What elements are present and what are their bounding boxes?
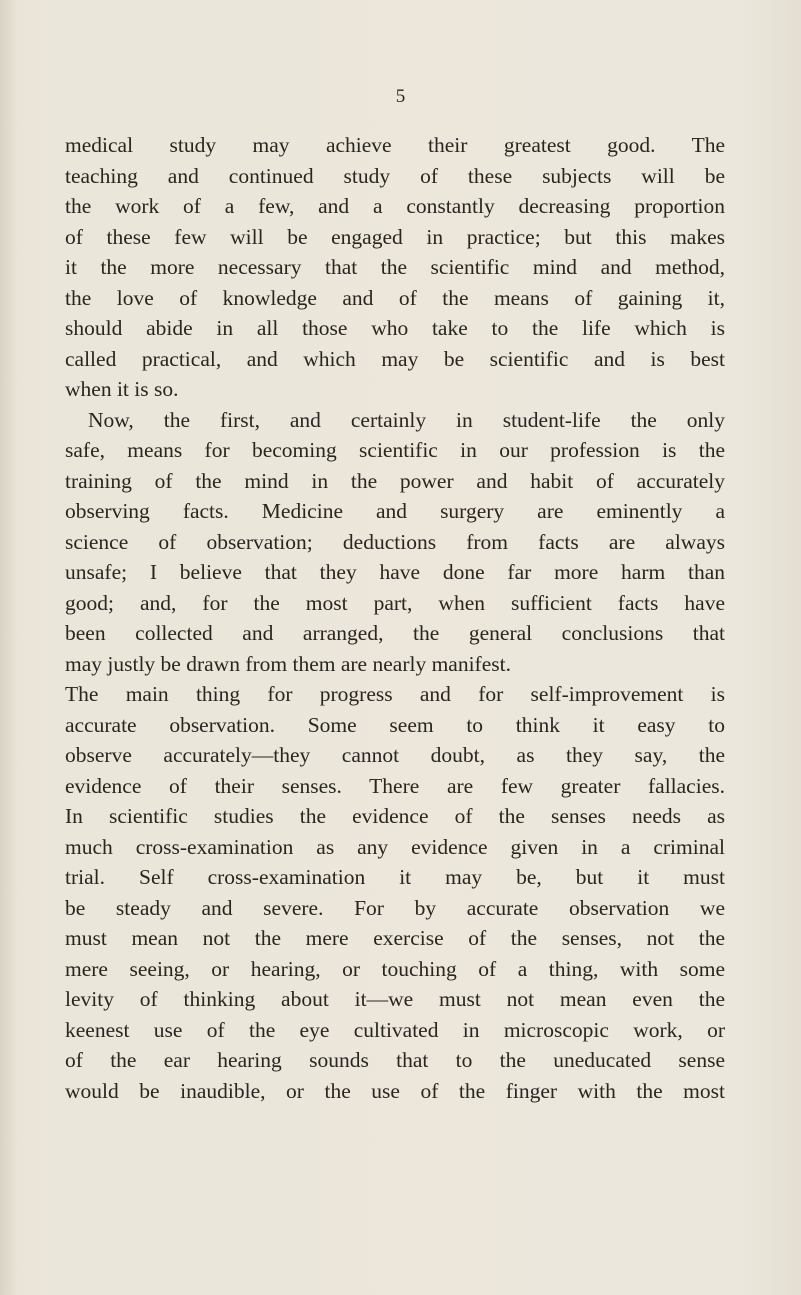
text-line: good; and, for the most part, when sufficient facts have — [65, 590, 725, 615]
text-line: training of the mind in the power and habit of accurately — [65, 468, 725, 493]
text-line: much cross-examination as any evidence given in a criminal — [65, 834, 725, 859]
text-line: would be inaudible, or the use of the finger with the most — [65, 1078, 725, 1103]
text-line: accurate observation. Some seem to think it easy to — [65, 712, 725, 737]
text-line: unsafe; I believe that they have done far more harm than — [65, 560, 725, 584]
text-line: the love of knowledge and of the means of gaining it, — [65, 285, 725, 310]
text-line: be steady and severe. For by accurate observation we — [65, 895, 725, 920]
text-line: safe, means for becoming scientific in our profession is the — [65, 438, 725, 462]
text-line: observe accurately—they cannot doubt, as they say, the — [65, 743, 725, 767]
text-line: called practical, and which may be scientific and is best — [65, 346, 725, 371]
text-line: trial. Self cross-examination it may be, but it must — [65, 865, 725, 889]
text-line: should abide in all those who take to the life which is — [65, 316, 725, 340]
text-line: of the ear hearing sounds that to the uneducated sense — [65, 1048, 725, 1072]
text-line: levity of thinking about it—we must not mean even the — [65, 987, 725, 1011]
text-line: In scientific studies the evidence of the senses needs as — [65, 804, 725, 828]
text-line: the work of a few, and a constantly decreasing proportion — [65, 194, 725, 218]
text-line: The main thing for progress and for self-improvement is — [65, 682, 725, 706]
text-line: must mean not the mere exercise of the senses, not the — [65, 926, 725, 950]
text-line: medical study may achieve their greatest good. The — [65, 133, 725, 157]
text-line: observing facts. Medicine and surgery are eminently a — [65, 499, 725, 523]
text-line: science of observation; deductions from facts are always — [65, 529, 725, 554]
body-text — [65, 130, 725, 1106]
text-line: may justly be drawn from them are nearly manifest. — [65, 651, 511, 676]
text-line: when it is so. — [65, 377, 179, 401]
text-line: teaching and continued study of these subjects will be — [65, 163, 725, 188]
text-line: keenest use of the eye cultivated in microscopic work, or — [65, 1017, 725, 1042]
text-line: mere seeing, or hearing, or touching of a thing, with some — [65, 956, 725, 981]
text-line: been collected and arranged, the general conclusions that — [65, 621, 725, 645]
text-line: it the more necessary that the scientific mind and method, — [65, 255, 725, 279]
text-line: evidence of their senses. There are few greater fallacies. — [65, 773, 725, 798]
page-number: 5 — [395, 86, 406, 107]
text-line: of these few will be engaged in practice; but this makes — [65, 224, 725, 249]
text-line: Now, the first, and certainly in student-life the only — [88, 407, 725, 432]
